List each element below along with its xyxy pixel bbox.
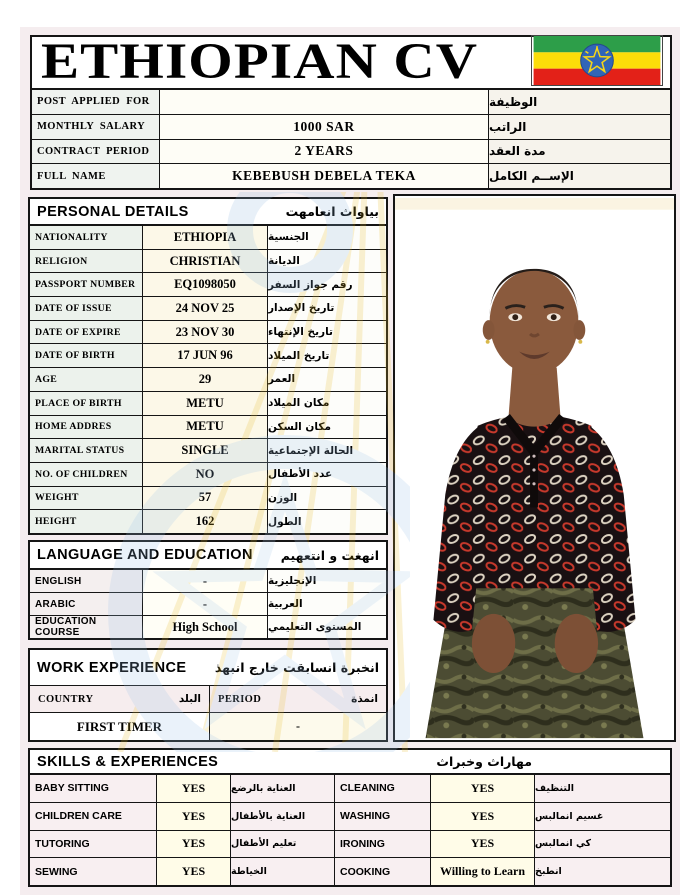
page-title: ETHIOPIAN CV (40, 34, 479, 90)
table-row (30, 343, 386, 367)
field-label: DATE OF BIRTH (30, 344, 143, 367)
skill-label: COOKING (335, 858, 431, 885)
section-title-arabic: مهاراث وخبراث (436, 754, 532, 769)
field-value: 1000 SAR (160, 115, 488, 139)
field-arabic-label: الوظيفة (488, 90, 670, 114)
table-row (30, 438, 386, 462)
table-row (32, 139, 670, 164)
field-arabic-label: الراتب (488, 115, 670, 139)
cv-page (20, 27, 680, 895)
table-row (30, 367, 386, 391)
field-arabic-label: رقم جواز السفر (268, 273, 386, 296)
field-label: WEIGHT (30, 487, 143, 510)
field-label: ENGLISH (30, 570, 143, 592)
table-row (30, 615, 386, 638)
skill-arabic-label: العناية بالأطفال (231, 803, 335, 830)
field-value: 162 (143, 510, 268, 533)
skill-arabic-label: انطبخ (535, 858, 670, 885)
field-label: PLACE OF BIRTH (30, 392, 143, 415)
field-arabic-label: الجنسية (268, 226, 386, 249)
skill-arabic-label: التنظيف (535, 775, 670, 802)
skill-value: YES (157, 803, 231, 830)
field-label: EDUCATION COURSE (30, 616, 143, 638)
field-arabic-label: المستوى التعليمي (268, 616, 386, 638)
column-label: COUNTRY (38, 693, 94, 705)
field-arabic-label: تاريخ الإصدار (268, 297, 386, 320)
work-experience-row (30, 713, 386, 740)
field-arabic-label: الوزن (268, 487, 386, 510)
field-label: HOME ADDRES (30, 416, 143, 439)
field-label: MARITAL STATUS (30, 439, 143, 462)
section-header (30, 750, 670, 775)
title-row (32, 34, 670, 90)
skill-value: YES (157, 831, 231, 858)
table-row (30, 272, 386, 296)
table-row (30, 509, 386, 533)
skill-label: TUTORING (30, 831, 157, 858)
skill-label: IRONING (335, 831, 431, 858)
column-label: PERIOD (218, 693, 262, 705)
field-arabic-label: عدد الأطفال (268, 463, 386, 486)
field-value: 17 JUN 96 (143, 344, 268, 367)
field-value: SINGLE (143, 439, 268, 462)
ethiopia-flag-icon (531, 35, 663, 86)
period-value: - (210, 713, 386, 740)
skill-arabic-label: كي انمالبس (535, 831, 670, 858)
section-title: WORK EXPERIENCE (37, 659, 187, 676)
skill-value: YES (431, 831, 535, 858)
table-row (30, 830, 670, 858)
skill-value: YES (157, 775, 231, 802)
field-label: HEIGHT (30, 510, 143, 533)
field-label: DATE OF EXPIRE (30, 321, 143, 344)
field-value: METU (143, 416, 268, 439)
field-arabic-label: تاريخ الإنتهاء (268, 321, 386, 344)
section-header (30, 199, 386, 226)
field-arabic-label: تاريخ الميلاد (268, 344, 386, 367)
header-section (30, 35, 672, 190)
table-row (30, 775, 670, 802)
personal-details-section (28, 197, 388, 535)
column-arabic-label: انمذة (351, 693, 378, 705)
language-table (30, 570, 386, 638)
field-value: KEBEBUSH DEBELA TEKA (160, 164, 488, 188)
skill-arabic-label: غسيم انمالبس (535, 803, 670, 830)
skill-arabic-label: الخياطة (231, 858, 335, 885)
column-arabic-label: البلد (178, 693, 201, 705)
table-row (30, 415, 386, 439)
skill-value: Willing to Learn (431, 858, 535, 885)
language-education-section (28, 540, 388, 640)
field-label: NATIONALITY (30, 226, 143, 249)
period-column-header (210, 686, 386, 712)
table-row (30, 592, 386, 615)
field-value: - (143, 593, 268, 615)
field-label: AGE (30, 368, 143, 391)
skill-arabic-label: تعليم الأطفال (231, 831, 335, 858)
field-arabic-label: الإنجليزية (268, 570, 386, 592)
table-row (32, 90, 670, 114)
table-row (30, 570, 386, 592)
skills-table (30, 775, 670, 885)
field-value: - (143, 570, 268, 592)
field-arabic-label: مدة العقد (488, 140, 670, 164)
field-value: 2 YEARS (160, 140, 488, 164)
section-title: LANGUAGE AND EDUCATION (37, 547, 253, 563)
skills-section (28, 748, 672, 887)
field-label: FULL NAME (32, 164, 160, 188)
field-value: 29 (143, 368, 268, 391)
field-arabic-label: العربية (268, 593, 386, 615)
section-title-arabic: انهغت و انتعهيم (280, 547, 379, 563)
section-title: SKILLS & EXPERIENCES (37, 753, 219, 770)
field-value: 57 (143, 487, 268, 510)
field-arabic-label: مكان السكن (268, 416, 386, 439)
table-row (30, 802, 670, 830)
skill-value: YES (157, 858, 231, 885)
work-experience-section (28, 648, 388, 742)
field-label: ARABIC (30, 593, 143, 615)
field-label: POST APPLIED FOR (32, 90, 160, 114)
country-column-header (30, 686, 210, 712)
field-value: NO (143, 463, 268, 486)
skill-label: SEWING (30, 858, 157, 885)
personal-details-table (30, 226, 386, 533)
section-title-arabic: بياواث انعامهت (285, 204, 379, 219)
table-row (30, 462, 386, 486)
field-arabic-label: الإســم الكامل (488, 164, 670, 188)
work-columns-row (30, 686, 386, 713)
section-title-arabic: انخبرة انسابقت خارج انبهذ (214, 660, 379, 675)
field-label: CONTRACT PERIOD (32, 140, 160, 164)
country-value: FIRST TIMER (30, 713, 210, 740)
field-value: CHRISTIAN (143, 250, 268, 273)
section-header (30, 650, 386, 686)
table-row (32, 163, 670, 188)
field-label: PASSPORT NUMBER (30, 273, 143, 296)
field-value: METU (143, 392, 268, 415)
applicant-photo-image (395, 196, 674, 740)
field-label: NO. OF CHILDREN (30, 463, 143, 486)
table-row (30, 296, 386, 320)
skill-value: YES (431, 803, 535, 830)
table-row (32, 114, 670, 139)
section-header (30, 542, 386, 570)
table-row (30, 857, 670, 885)
table-row (30, 226, 386, 249)
skill-arabic-label: العناية بالرضع (231, 775, 335, 802)
field-value (160, 90, 488, 114)
applicant-photo (393, 194, 676, 742)
field-label: RELIGION (30, 250, 143, 273)
table-row (30, 320, 386, 344)
field-label: DATE OF ISSUE (30, 297, 143, 320)
table-row (30, 391, 386, 415)
field-arabic-label: العمر (268, 368, 386, 391)
skill-value: YES (431, 775, 535, 802)
skill-label: CLEANING (335, 775, 431, 802)
table-row (30, 249, 386, 273)
field-value: ETHIOPIA (143, 226, 268, 249)
field-arabic-label: الطول (268, 510, 386, 533)
skill-label: WASHING (335, 803, 431, 830)
field-arabic-label: الديانة (268, 250, 386, 273)
skill-label: BABY SITTING (30, 775, 157, 802)
table-row (30, 486, 386, 510)
skill-label: CHILDREN CARE (30, 803, 157, 830)
field-arabic-label: مكان الميلاد (268, 392, 386, 415)
field-value: EQ1098050 (143, 273, 268, 296)
field-value: High School (143, 616, 268, 638)
field-value: 24 NOV 25 (143, 297, 268, 320)
field-arabic-label: الحالة الإجتماعية (268, 439, 386, 462)
header-table (32, 90, 670, 188)
field-value: 23 NOV 30 (143, 321, 268, 344)
field-label: MONTHLY SALARY (32, 115, 160, 139)
section-title: PERSONAL DETAILS (37, 203, 189, 220)
